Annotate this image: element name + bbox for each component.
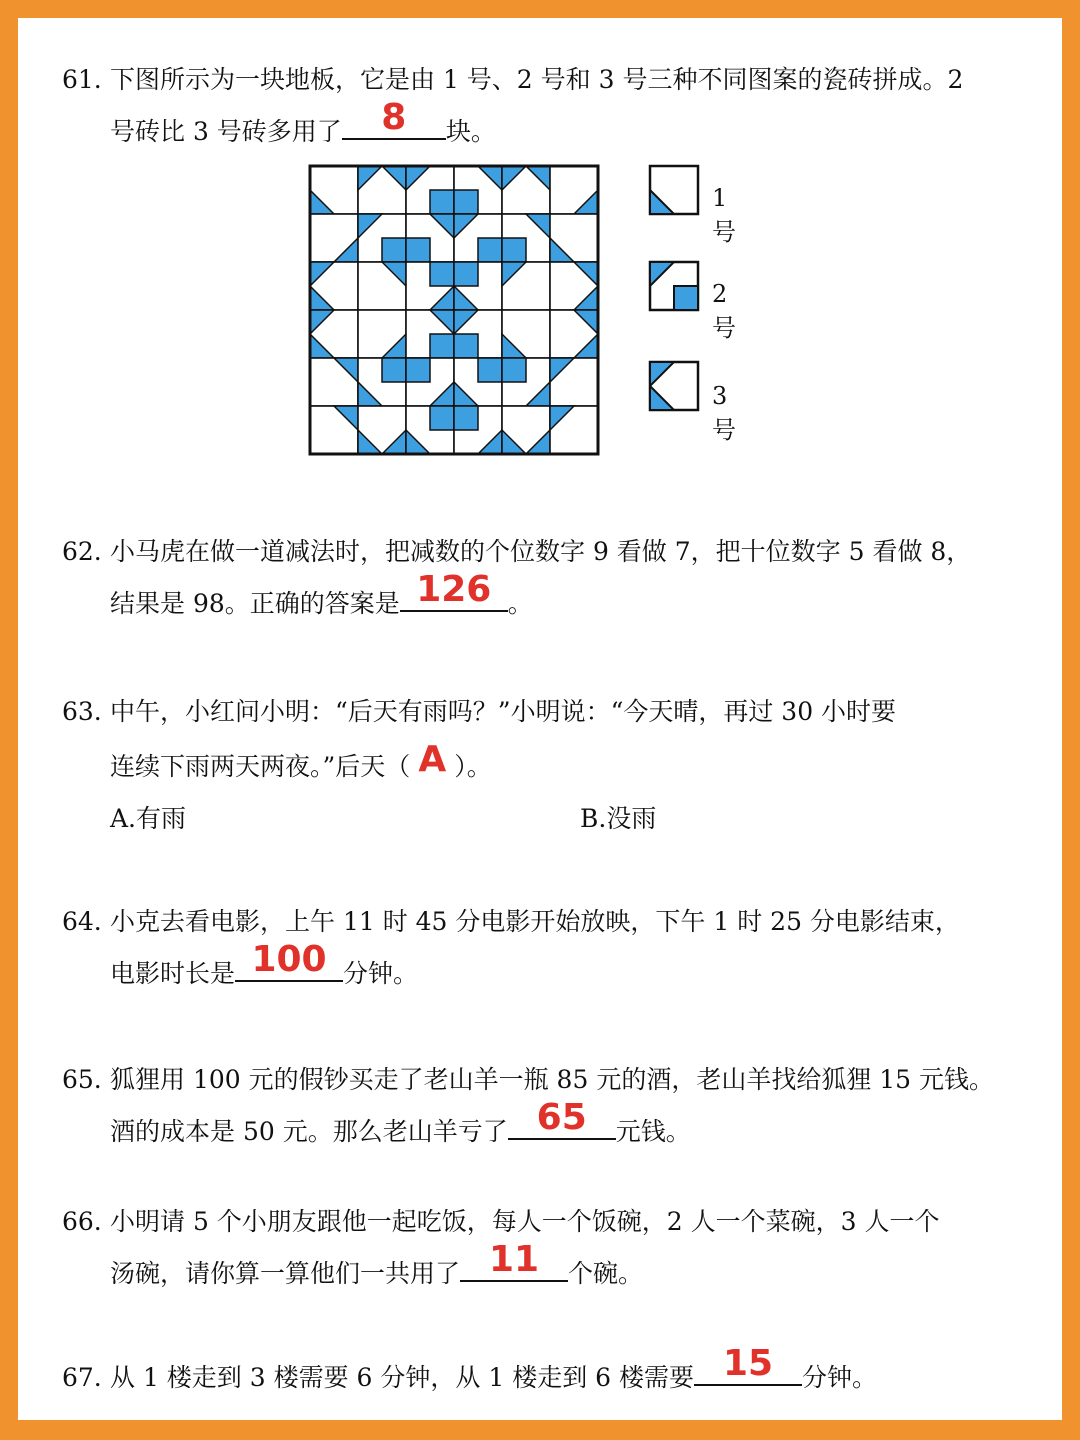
question-number: 67.: [62, 1363, 102, 1392]
question-text: 分钟。: [343, 959, 419, 988]
question-number: 65.: [62, 1065, 102, 1094]
question-text: ）。: [454, 752, 492, 781]
tile-2-label: 2号: [712, 280, 736, 342]
tile-2-icon: [648, 260, 702, 314]
tile-square: [430, 334, 454, 358]
question-text: 号砖比 3 号砖多用了: [110, 117, 342, 146]
tile-square: [478, 358, 502, 382]
question-64: [62, 896, 1022, 1000]
question-62: [62, 526, 1022, 630]
tile-square: [382, 358, 406, 382]
question-text: 块。: [445, 117, 496, 146]
tile-square: [406, 358, 430, 382]
question-text: 结果是 98。正确的答案是: [110, 589, 400, 618]
question-text: 小克去看电影，上午 11 时 45 分电影开始放映，下午 1 时 25 分电影结束，: [110, 907, 960, 936]
tile-square: [454, 262, 478, 286]
answer-blank: [235, 939, 343, 982]
question-text: 从 1 楼走到 3 楼需要 6 分钟，从 1 楼走到 6 楼需要: [110, 1363, 694, 1392]
question-text: 小明请 5 个小朋友跟他一起吃饭，每人一个饭碗，2 人一个菜碗，3 人一个: [110, 1207, 940, 1236]
option-a: A.有雨: [110, 804, 187, 833]
question-63: [62, 686, 1022, 845]
tile-square: [454, 334, 478, 358]
question-text: 下图所示为一块地板，它是由 1 号、2 号和 3 号三种不同图案的瓷砖拼成。2: [110, 65, 964, 94]
tile-square: [382, 238, 406, 262]
tile-square: [454, 406, 478, 430]
question-text: 分钟。: [802, 1363, 878, 1392]
answer-blank: [342, 97, 446, 140]
tile-3-label: 3号: [712, 382, 736, 444]
tile-square: [430, 262, 454, 286]
tile-square: [430, 190, 454, 214]
question-number: 66.: [62, 1207, 102, 1236]
question-67: [62, 1343, 1022, 1404]
question-number: 61.: [62, 65, 102, 94]
question-number: 63.: [62, 697, 102, 726]
tile-square: [430, 406, 454, 430]
question-text: 电影时长是: [110, 959, 236, 988]
answer-blank: [400, 569, 508, 612]
answer-blank: [694, 1343, 802, 1386]
question-text: 连续下雨两天两夜。”后天（: [110, 752, 411, 781]
tile-square: [502, 238, 526, 262]
tile-square: [406, 238, 430, 262]
tile-square: [478, 238, 502, 262]
question-65: [62, 1054, 1022, 1158]
answer-text: 126: [416, 569, 492, 610]
question-text: 酒的成本是 50 元。那么老山羊亏了: [110, 1117, 508, 1146]
tile-1-icon: [648, 164, 702, 218]
worksheet: [18, 18, 1062, 1420]
question-text: 狐狸用 100 元的假钞买走了老山羊一瓶 85 元的酒，老山羊找给狐狸 15 元钱。: [110, 1065, 995, 1094]
question-text: 个碗。: [568, 1259, 644, 1288]
answer-text: 65: [536, 1097, 587, 1138]
question-text: 。: [507, 589, 533, 618]
tile-3-icon: [648, 360, 702, 414]
answer-blank: [508, 1097, 616, 1140]
question-text: 元钱。: [615, 1117, 691, 1146]
tile-square: [502, 358, 526, 382]
tile-1-label: 1号: [712, 184, 736, 246]
answer-text: A: [418, 739, 447, 780]
question-text: 中午，小红问小明：“后天有雨吗？”小明说：“今天晴，再过 30 小时要: [110, 697, 897, 726]
question-text: 汤碗，请你算一算他们一共用了: [110, 1259, 461, 1288]
option-b: B.没雨: [580, 804, 657, 833]
answer-text: 100: [251, 939, 327, 980]
question-number: 64.: [62, 907, 102, 936]
answer-blank: [460, 1239, 568, 1282]
question-61: [62, 54, 1022, 158]
question-text: 小马虎在做一道减法时，把减数的个位数字 9 看做 7，把十位数字 5 看做 8，: [110, 537, 972, 566]
tile-square: [454, 190, 478, 214]
question-number: 62.: [62, 537, 102, 566]
answer-text: 8: [381, 97, 407, 138]
floor-tile-diagram: [308, 164, 604, 462]
answer-text: 11: [488, 1239, 540, 1280]
question-66: [62, 1196, 1022, 1300]
answer-text: 15: [722, 1343, 774, 1384]
